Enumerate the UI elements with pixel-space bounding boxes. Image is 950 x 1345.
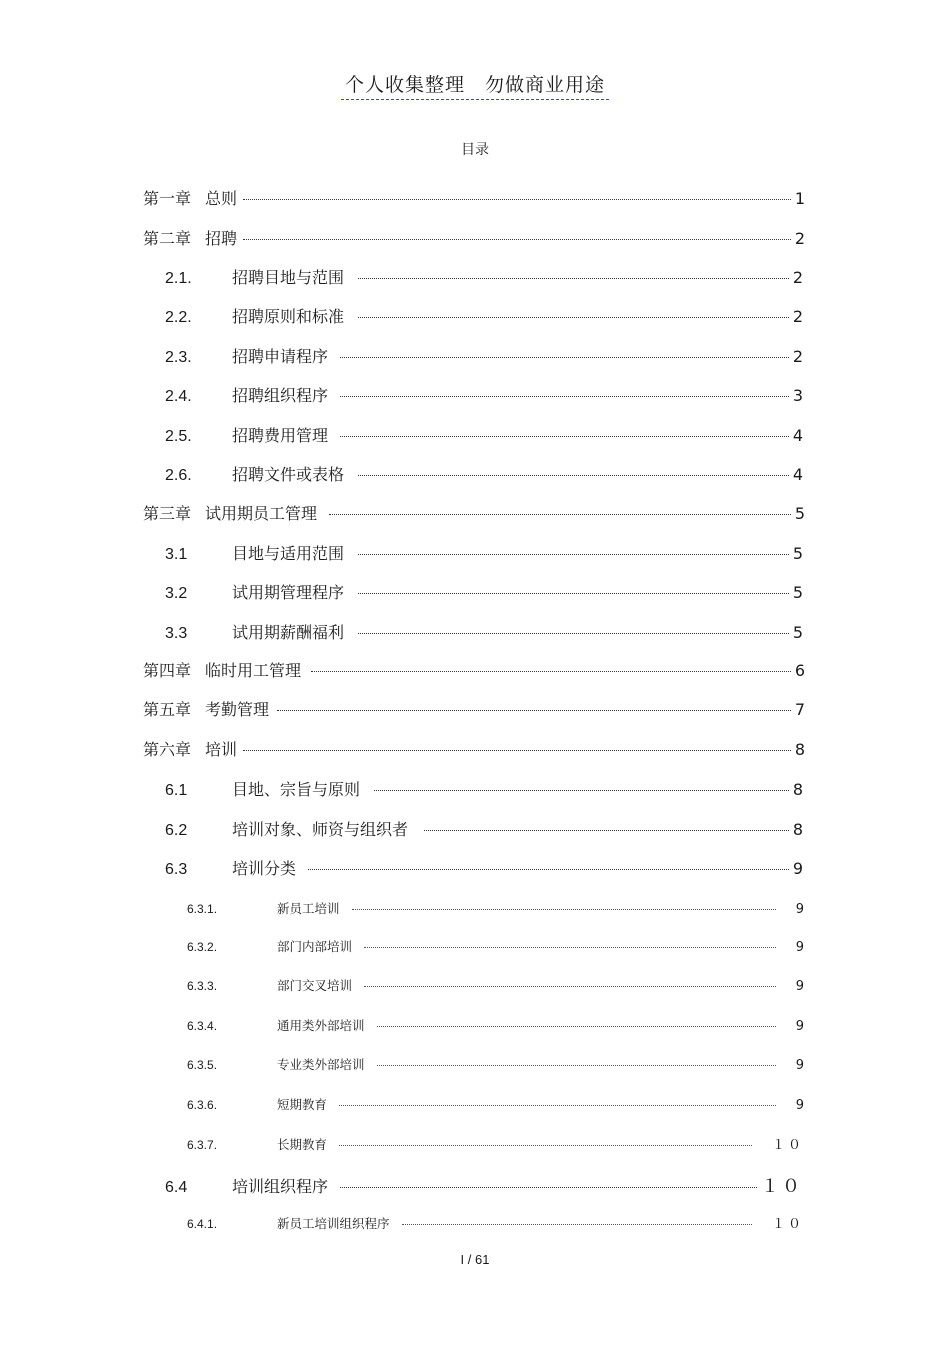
dot-leader: [402, 1224, 752, 1225]
dot-leader: [339, 1105, 776, 1106]
dot-leader: [277, 710, 791, 711]
toc-entry-chapter-6[interactable]: 第六章 培训 8: [143, 740, 805, 759]
dot-leader: [364, 986, 776, 987]
dot-leader: [358, 317, 789, 318]
toc-entry-2-1[interactable]: 2.1. 招聘目地与范围 2: [165, 268, 803, 287]
header-text: 个人收集整理 勿做商业用途: [341, 74, 609, 100]
dot-leader: [358, 475, 789, 476]
toc-entry-2-5[interactable]: 2.5. 招聘费用管理 4: [165, 426, 803, 445]
toc-entry-6-3-1[interactable]: 6.3.1. 新员工培训 9: [187, 901, 804, 917]
toc-entry-6-3-6[interactable]: 6.3.6. 短期教育 9: [187, 1097, 804, 1113]
toc-entry-6-3-5[interactable]: 6.3.5. 专业类外部培训 9: [187, 1057, 804, 1073]
dot-leader: [340, 357, 789, 358]
toc-entry-6-4[interactable]: 6.4 培训组织程序 １０: [165, 1176, 803, 1197]
toc-entry-6-3-4[interactable]: 6.3.4. 通用类外部培训 9: [187, 1018, 804, 1034]
dot-leader: [358, 633, 789, 634]
dot-leader: [377, 1026, 776, 1027]
toc-entry-3-3[interactable]: 3.3 试用期薪酬福利 5: [165, 623, 803, 642]
dot-leader: [311, 671, 791, 672]
dot-leader: [374, 790, 789, 791]
dot-leader: [358, 593, 789, 594]
dot-leader: [243, 239, 791, 240]
dot-leader: [358, 278, 789, 279]
toc-entry-6-2[interactable]: 6.2 培训对象、师资与组织者 8: [165, 820, 803, 839]
dot-leader: [352, 909, 776, 910]
toc-entry-chapter-5[interactable]: 第五章 考勤管理 7: [143, 700, 805, 719]
page-header: [0, 70, 950, 97]
toc-entry-2-2[interactable]: 2.2. 招聘原则和标准 2: [165, 307, 803, 326]
toc-entry-6-3-7[interactable]: 6.3.7. 长期教育 １０: [187, 1137, 804, 1153]
toc-entry-6-4-1[interactable]: 6.4.1. 新员工培训组织程序 １０: [187, 1216, 804, 1232]
toc-entry-chapter-3[interactable]: 第三章 试用期员工管理 5: [143, 504, 805, 523]
dot-leader: [243, 199, 791, 200]
toc-entry-6-3-2[interactable]: 6.3.2. 部门内部培训 9: [187, 939, 804, 955]
page-number-footer: I / 61: [460, 1252, 490, 1267]
dot-leader: [364, 947, 776, 948]
toc-entry-2-4[interactable]: 2.4. 招聘组织程序 3: [165, 386, 803, 405]
dot-leader: [340, 396, 789, 397]
dot-leader: [340, 436, 789, 437]
dot-leader: [340, 1187, 757, 1188]
toc-entry-6-3-3[interactable]: 6.3.3. 部门交叉培训 9: [187, 978, 804, 994]
toc-entry-chapter-1[interactable]: 第一章 总则 1: [143, 189, 805, 208]
dot-leader: [339, 1145, 752, 1146]
toc-entry-3-1[interactable]: 3.1 目地与适用范围 5: [165, 544, 803, 563]
toc-entry-6-3[interactable]: 6.3 培训分类 9: [165, 859, 803, 878]
toc-entry-2-3[interactable]: 2.3. 招聘申请程序 2: [165, 347, 803, 366]
dot-leader: [329, 514, 791, 515]
dot-leader: [243, 750, 791, 751]
toc-entry-6-1[interactable]: 6.1 目地、宗旨与原则 8: [165, 780, 803, 799]
dot-leader: [308, 869, 789, 870]
dot-leader: [424, 830, 789, 831]
dot-leader: [377, 1065, 776, 1066]
toc-title: 目录: [461, 142, 489, 158]
toc-entry-3-2[interactable]: 3.2 试用期管理程序 5: [165, 583, 803, 602]
toc-entry-chapter-2[interactable]: 第二章 招聘 2: [143, 229, 805, 248]
toc-entry-2-6[interactable]: 2.6. 招聘文件或表格 4: [165, 465, 803, 484]
dot-leader: [358, 554, 789, 555]
toc-entry-chapter-4[interactable]: 第四章 临时用工管理 6: [143, 661, 805, 680]
